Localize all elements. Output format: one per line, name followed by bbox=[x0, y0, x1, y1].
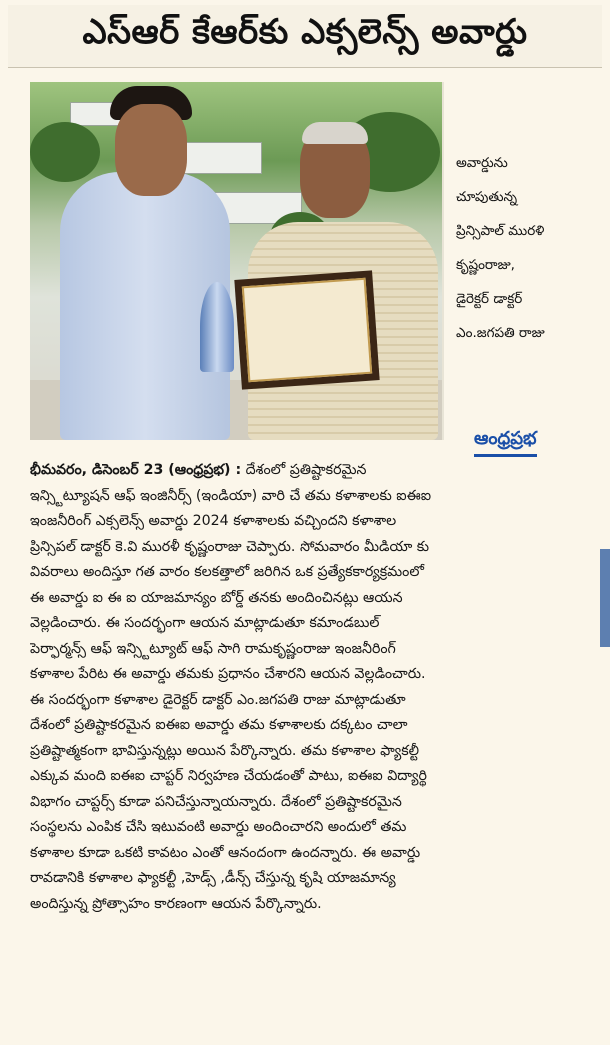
article-line: విభాగం చాప్టర్స్ కూడా పనిచేస్తున్నాయన్నారు. దేశంలో ప్రతిష్టాకరమైన bbox=[30, 793, 402, 810]
article-line: అందిస్తున్న ప్రోత్సాహం కారణంగా ఆయన పేర్కొన్నారు. bbox=[30, 895, 322, 912]
article-line: సంస్థలను ఎంపిక చేసి ఇటువంటి అవార్డు అందించారని అందులో తమ bbox=[30, 819, 407, 835]
article-line: ఇంజనీరింగ్ ఎక్సలెన్స్ అవార్డు 2024 కళాశాలకు వచ్చిందని కళాశాల bbox=[30, 513, 397, 529]
article-line: కళాశాల పేరిట ఈ అవార్డు తమకు ప్రధానం చేశారని ఆయన వెల్లడించారు. bbox=[30, 666, 426, 682]
article-line: ప్రతిష్టాత్మకంగా భావిస్తున్నట్లు అయిన పేర్కొన్నారు. తమ కళాశాల ఫ్యాకల్టీ bbox=[30, 742, 420, 759]
article-line: పెర్ఫార్మన్స్ ఆఫ్ ఇన్స్టిట్యూట్ ఆఫ్ సాగి రామకృష్ణంరాజు ఇంజనీరింగ్ bbox=[30, 640, 396, 657]
dateline: భీమవరం, డిసెంబర్ 23 (ఆంధ్రప్రభ) : bbox=[30, 462, 242, 478]
award-certificate bbox=[234, 270, 379, 389]
caption-line: ప్రిన్సిపాల్ మురళి bbox=[456, 223, 545, 239]
caption-line: ఎం.జగపతి రాజు bbox=[456, 325, 545, 341]
award-trophy bbox=[200, 282, 234, 372]
photo-hair bbox=[302, 122, 368, 144]
article-line: దేశంలో ప్రతిష్టాకరమైన ఐఈఐ అవార్డు తమ కళాశాలకు దక్కటం చాలా bbox=[30, 717, 408, 733]
article-line: ఎక్కువ మంది ఐఈఐ చాప్టర్ నిర్వహణ చేయడంతో పాటు, ఐఈఐ విద్యార్థి bbox=[30, 768, 427, 784]
newspaper-brand: ఆంధ్రప్రభ bbox=[474, 428, 537, 457]
photo-head bbox=[115, 104, 187, 196]
headline: ఎస్ఆర్ కేఆర్‌కు ఎక్సలెన్స్ అవార్డు bbox=[8, 5, 602, 68]
photo-tree bbox=[30, 122, 100, 182]
article-line-first bbox=[30, 458, 608, 484]
article-line: వివరాలు అందిస్తూ గత వారం కలకత్తాలో జరిగిన ఒక ప్రత్యేకకార్యక్రమంలో bbox=[30, 564, 424, 580]
caption-line: డైరెక్టర్ డాక్టర్ bbox=[456, 291, 523, 307]
article-line: రావడానికి కళాశాల ఫ్యాకల్టీ ,హెడ్స్ ,డీన్స్ చేస్తున్న కృషి యాజమాన్య bbox=[30, 870, 396, 886]
article-line: ఈ సందర్భంగా కళాశాల డైరెక్టర్ డాక్టర్ ఎం.జగపతి రాజు మాట్లాడుతూ bbox=[30, 691, 406, 708]
caption-line: కృష్ణంరాజు, bbox=[456, 257, 515, 273]
article-line: ఇన్స్టిట్యూషన్ ఆఫ్ ఇంజినీర్స్ (ఇండియా) వారి చే తమ కళాశాలకు ఐఈఐ bbox=[30, 487, 432, 504]
photo-caption bbox=[456, 146, 606, 350]
news-photo bbox=[30, 82, 444, 440]
article-body bbox=[30, 458, 608, 917]
photo-building bbox=[180, 142, 262, 174]
caption-line: చూపుతున్న bbox=[456, 189, 517, 205]
article-line: ప్రిన్సిపల్ డాక్టర్ కె.వి మురళీ కృష్ణంరాజు చెప్పారు. సోమవారం మీడియా కు bbox=[30, 538, 430, 555]
article-line: ఈ అవార్డు ఐ ఈ ఐ యాజమాన్యం బోర్డ్ తనకు అందించినట్లు ఆయన bbox=[30, 589, 403, 606]
article-line: వెల్లడించారు. ఈ సందర్భంగా ఆయన మాట్లాడుతూ కమాండబుల్ bbox=[30, 615, 380, 631]
caption-line: అవార్డును bbox=[456, 155, 508, 171]
article-line: కళాశాల కూడా ఒకటి కావటం ఎంతో ఆనందంగా ఉందన్నారు. ఈ అవార్డు bbox=[30, 844, 421, 861]
article-text: దేశంలో ప్రతిష్టాకరమైన bbox=[245, 462, 367, 478]
